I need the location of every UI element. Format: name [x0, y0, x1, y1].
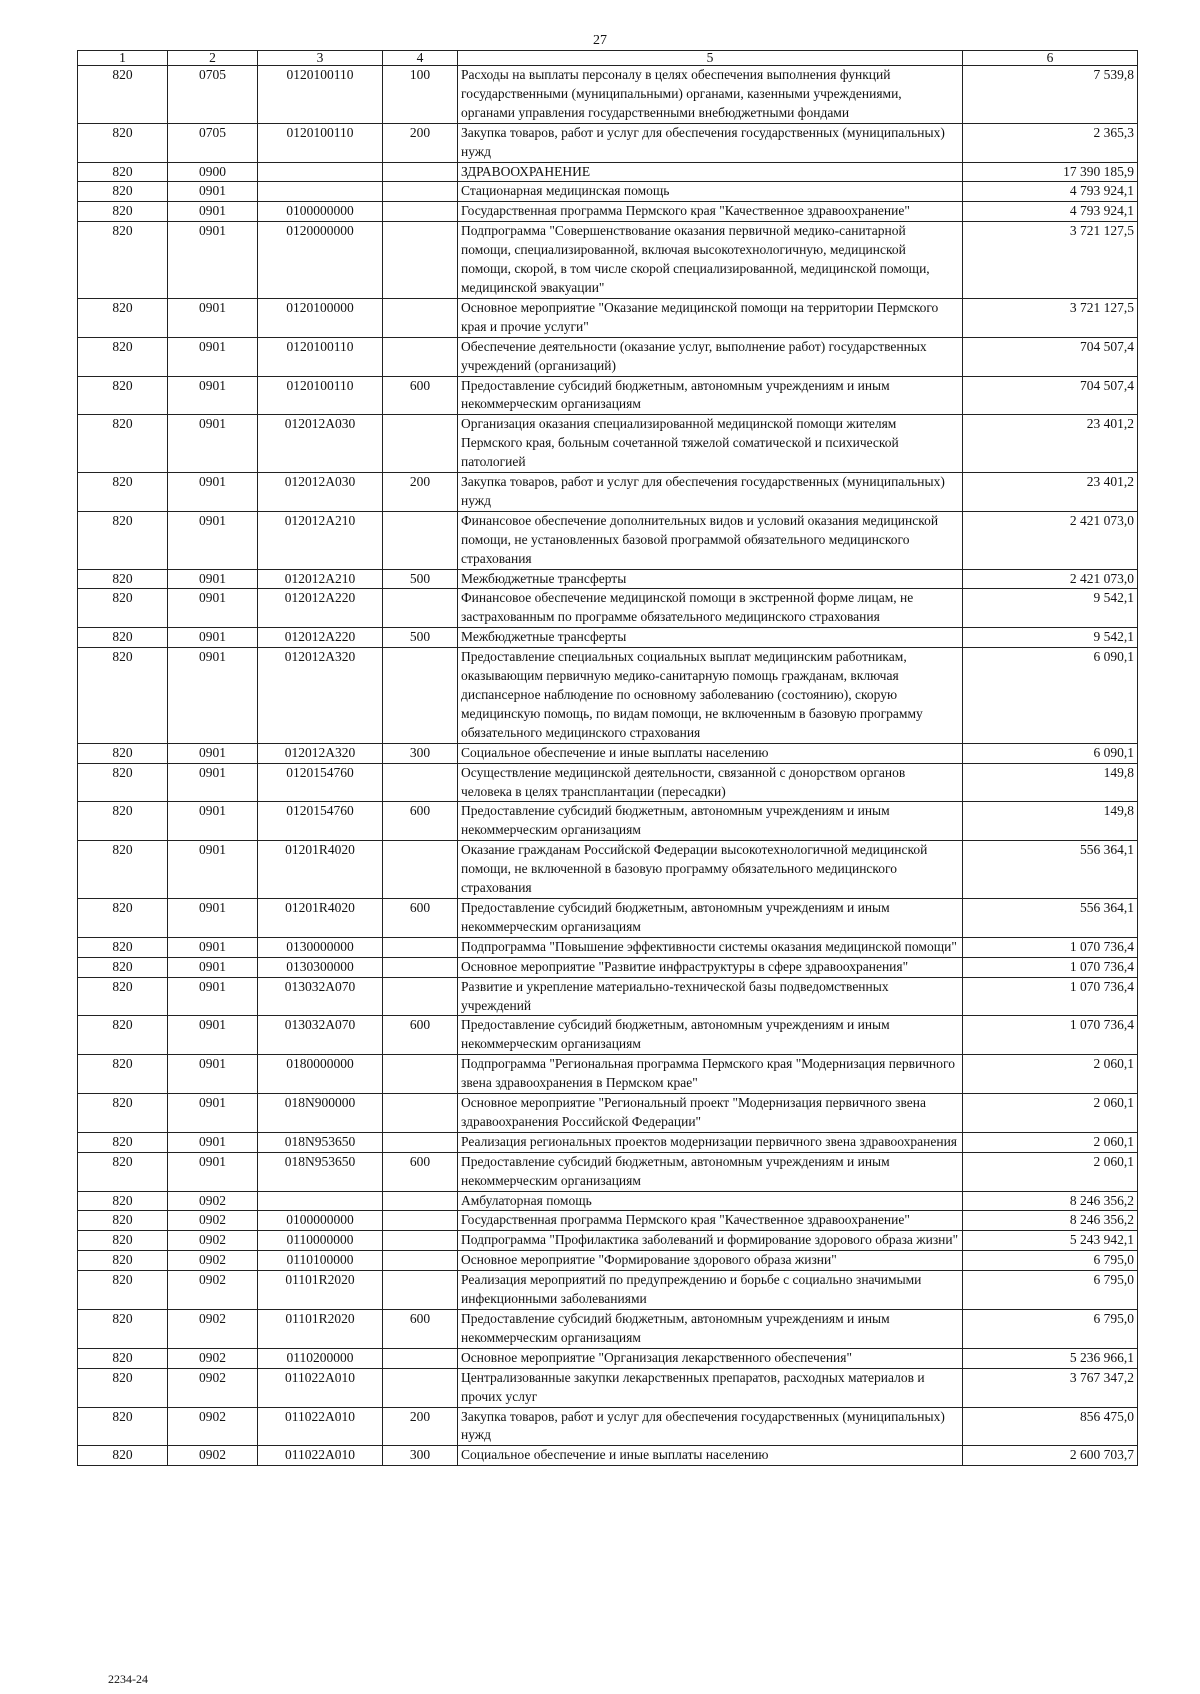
section-code-cell: 0902 [168, 1271, 258, 1310]
amount-cell: 3 721 127,5 [963, 222, 1138, 299]
table-row [78, 977, 1138, 1016]
description-cell: Основное мероприятие "Оказание медицинской помощи на территории Пермского края и прочие услуги" [458, 298, 963, 337]
target-article-cell: 018N953650 [258, 1132, 383, 1152]
expense-type-cell [383, 648, 458, 744]
section-code-cell: 0901 [168, 977, 258, 1016]
description-cell: Реализация мероприятий по предупреждению и борьбе с социально значимыми инфекционными заболеваниями [458, 1271, 963, 1310]
document-code: 2234-24 [108, 1672, 148, 1686]
section-code-cell: 0901 [168, 937, 258, 957]
target-article-cell: 0120000000 [258, 222, 383, 299]
amount-cell: 3 767 347,2 [963, 1368, 1138, 1407]
expense-type-cell [383, 1271, 458, 1310]
table-row [78, 1055, 1138, 1094]
table-row [78, 898, 1138, 937]
ministry-code-cell: 820 [78, 628, 168, 648]
table-row [78, 337, 1138, 376]
ministry-code-cell: 820 [78, 1016, 168, 1055]
table-row [78, 1191, 1138, 1211]
table-row [78, 569, 1138, 589]
section-code-cell: 0902 [168, 1348, 258, 1368]
section-code-cell: 0901 [168, 841, 258, 899]
table-row [78, 511, 1138, 569]
target-article-cell: 012012А320 [258, 648, 383, 744]
ministry-code-cell: 820 [78, 648, 168, 744]
section-code-cell: 0901 [168, 415, 258, 473]
amount-cell: 704 507,4 [963, 337, 1138, 376]
amount-cell: 556 364,1 [963, 898, 1138, 937]
expense-type-cell: 600 [383, 376, 458, 415]
expense-type-cell [383, 202, 458, 222]
section-code-cell: 0901 [168, 473, 258, 512]
amount-cell: 2 060,1 [963, 1152, 1138, 1191]
amount-cell: 23 401,2 [963, 473, 1138, 512]
section-code-cell: 0901 [168, 569, 258, 589]
section-code-cell: 0901 [168, 648, 258, 744]
table-row [78, 298, 1138, 337]
table-row [78, 1348, 1138, 1368]
target-article-cell: 0130000000 [258, 937, 383, 957]
target-article-cell: 0120154760 [258, 802, 383, 841]
expense-type-cell [383, 1094, 458, 1133]
description-cell: Осуществление медицинской деятельности, связанной с донорством органов человека в целях трансплантации (пересадки) [458, 763, 963, 802]
section-code-cell: 0901 [168, 511, 258, 569]
expense-type-cell: 300 [383, 743, 458, 763]
section-code-cell: 0705 [168, 66, 258, 124]
table-row [78, 66, 1138, 124]
table-header-row [78, 51, 1138, 66]
section-code-cell: 0902 [168, 1191, 258, 1211]
column-header: 2 [168, 51, 258, 66]
ministry-code-cell: 820 [78, 1251, 168, 1271]
expense-type-cell: 500 [383, 569, 458, 589]
amount-cell: 9 542,1 [963, 589, 1138, 628]
expense-type-cell: 600 [383, 802, 458, 841]
ministry-code-cell: 820 [78, 202, 168, 222]
description-cell: Финансовое обеспечение медицинской помощи в экстренной форме лицам, не застрахованным по программе обязательного медицинского страхования [458, 589, 963, 628]
section-code-cell: 0901 [168, 1055, 258, 1094]
expense-type-cell [383, 589, 458, 628]
expense-type-cell [383, 1191, 458, 1211]
ministry-code-cell: 820 [78, 222, 168, 299]
target-article-cell [258, 162, 383, 182]
target-article-cell: 01101R2020 [258, 1271, 383, 1310]
amount-cell: 1 070 736,4 [963, 937, 1138, 957]
amount-cell: 149,8 [963, 763, 1138, 802]
amount-cell: 6 795,0 [963, 1310, 1138, 1349]
section-code-cell: 0901 [168, 628, 258, 648]
description-cell: Предоставление специальных социальных выплат медицинским работникам, оказывающим первичную медико-санитарную помощь гражданам, включая диспансерное наблюдение по основному заболеванию (состоянию), скорую медицинскую помощь, по видам помощи, не включенным в базовую программу обязательного медицинского страхования [458, 648, 963, 744]
description-cell: Централизованные закупки лекарственных препаратов, расходных материалов и прочих услуг [458, 1368, 963, 1407]
table-row [78, 957, 1138, 977]
amount-cell: 9 542,1 [963, 628, 1138, 648]
section-code-cell: 0901 [168, 957, 258, 977]
ministry-code-cell: 820 [78, 937, 168, 957]
table-row [78, 937, 1138, 957]
ministry-code-cell: 820 [78, 66, 168, 124]
description-cell: Межбюджетные трансферты [458, 628, 963, 648]
amount-cell: 5 236 966,1 [963, 1348, 1138, 1368]
section-code-cell: 0902 [168, 1446, 258, 1466]
target-article-cell: 0100000000 [258, 1211, 383, 1231]
expense-type-cell: 600 [383, 898, 458, 937]
ministry-code-cell: 820 [78, 376, 168, 415]
amount-cell: 149,8 [963, 802, 1138, 841]
column-header: 3 [258, 51, 383, 66]
target-article-cell: 012012А220 [258, 628, 383, 648]
section-code-cell: 0902 [168, 1407, 258, 1446]
description-cell: Закупка товаров, работ и услуг для обеспечения государственных (муниципальных) нужд [458, 473, 963, 512]
target-article-cell: 0120100110 [258, 376, 383, 415]
expense-type-cell: 200 [383, 123, 458, 162]
description-cell: Государственная программа Пермского края "Качественное здравоохранение" [458, 202, 963, 222]
ministry-code-cell: 820 [78, 1446, 168, 1466]
target-article-cell: 012012А210 [258, 569, 383, 589]
expense-type-cell [383, 511, 458, 569]
ministry-code-cell: 820 [78, 162, 168, 182]
target-article-cell: 012012А320 [258, 743, 383, 763]
description-cell: Развитие и укрепление материально-технической базы подведомственных учреждений [458, 977, 963, 1016]
ministry-code-cell: 820 [78, 1132, 168, 1152]
ministry-code-cell: 820 [78, 1152, 168, 1191]
ministry-code-cell: 820 [78, 1191, 168, 1211]
target-article-cell: 018N900000 [258, 1094, 383, 1133]
description-cell: ЗДРАВООХРАНЕНИЕ [458, 162, 963, 182]
table-row [78, 743, 1138, 763]
description-cell: Обеспечение деятельности (оказание услуг, выполнение работ) государственных учреждений (организаций) [458, 337, 963, 376]
ministry-code-cell: 820 [78, 182, 168, 202]
description-cell: Подпрограмма "Совершенствование оказания первичной медико-санитарной помощи, специализированной, включая высокотехнологичную, медицинской помощи, скорой, в том числе скорой специализированной, медицинской помощи, медицинской эвакуации" [458, 222, 963, 299]
table-row [78, 1407, 1138, 1446]
ministry-code-cell: 820 [78, 957, 168, 977]
ministry-code-cell: 820 [78, 473, 168, 512]
section-code-cell: 0901 [168, 182, 258, 202]
expense-type-cell: 200 [383, 473, 458, 512]
amount-cell: 6 090,1 [963, 743, 1138, 763]
ministry-code-cell: 820 [78, 1407, 168, 1446]
section-code-cell: 0901 [168, 337, 258, 376]
expense-type-cell [383, 1211, 458, 1231]
description-cell: Амбулаторная помощь [458, 1191, 963, 1211]
ministry-code-cell: 820 [78, 589, 168, 628]
description-cell: Подпрограмма "Профилактика заболеваний и формирование здорового образа жизни" [458, 1231, 963, 1251]
section-code-cell: 0901 [168, 1152, 258, 1191]
description-cell: Предоставление субсидий бюджетным, автономным учреждениям и иным некоммерческим организациям [458, 898, 963, 937]
column-header: 6 [963, 51, 1138, 66]
table-row [78, 222, 1138, 299]
section-code-cell: 0902 [168, 1310, 258, 1349]
description-cell: Подпрограмма "Повышение эффективности системы оказания медицинской помощи" [458, 937, 963, 957]
table-row [78, 1271, 1138, 1310]
ministry-code-cell: 820 [78, 1271, 168, 1310]
section-code-cell: 0901 [168, 1132, 258, 1152]
amount-cell: 2 421 073,0 [963, 569, 1138, 589]
expense-type-cell [383, 763, 458, 802]
amount-cell: 8 246 356,2 [963, 1211, 1138, 1231]
amount-cell: 2 421 073,0 [963, 511, 1138, 569]
table-row [78, 1231, 1138, 1251]
table-row [78, 182, 1138, 202]
amount-cell: 4 793 924,1 [963, 202, 1138, 222]
ministry-code-cell: 820 [78, 415, 168, 473]
table-row [78, 202, 1138, 222]
table-body [78, 66, 1138, 1466]
amount-cell: 2 060,1 [963, 1055, 1138, 1094]
expense-type-cell [383, 1348, 458, 1368]
ministry-code-cell: 820 [78, 743, 168, 763]
ministry-code-cell: 820 [78, 1055, 168, 1094]
target-article-cell: 011022А010 [258, 1368, 383, 1407]
target-article-cell: 0100000000 [258, 202, 383, 222]
description-cell: Расходы на выплаты персоналу в целях обеспечения выполнения функций государственными (муниципальными) органами, казенными учреждениями, органами управления государственными внебюджетными фондами [458, 66, 963, 124]
amount-cell: 7 539,8 [963, 66, 1138, 124]
expense-type-cell [383, 1368, 458, 1407]
table-row [78, 376, 1138, 415]
target-article-cell: 011022А010 [258, 1407, 383, 1446]
table-row [78, 162, 1138, 182]
description-cell: Предоставление субсидий бюджетным, автономным учреждениям и иным некоммерческим организациям [458, 1152, 963, 1191]
description-cell: Социальное обеспечение и иные выплаты населению [458, 743, 963, 763]
expense-type-cell [383, 222, 458, 299]
table-row [78, 648, 1138, 744]
ministry-code-cell: 820 [78, 763, 168, 802]
amount-cell: 1 070 736,4 [963, 977, 1138, 1016]
target-article-cell: 012012А030 [258, 473, 383, 512]
expense-type-cell: 600 [383, 1016, 458, 1055]
column-header: 5 [458, 51, 963, 66]
section-code-cell: 0901 [168, 763, 258, 802]
table-row [78, 841, 1138, 899]
target-article-cell: 012012А210 [258, 511, 383, 569]
expense-type-cell: 100 [383, 66, 458, 124]
amount-cell: 6 795,0 [963, 1251, 1138, 1271]
amount-cell: 6 795,0 [963, 1271, 1138, 1310]
description-cell: Государственная программа Пермского края "Качественное здравоохранение" [458, 1211, 963, 1231]
amount-cell: 556 364,1 [963, 841, 1138, 899]
description-cell: Организация оказания специализированной медицинской помощи жителям Пермского края, больным сочетанной тяжелой соматической и психической патологией [458, 415, 963, 473]
section-code-cell: 0901 [168, 222, 258, 299]
amount-cell: 2 600 703,7 [963, 1446, 1138, 1466]
section-code-cell: 0901 [168, 298, 258, 337]
target-article-cell: 013032А070 [258, 977, 383, 1016]
budget-table [77, 50, 1138, 1466]
ministry-code-cell: 820 [78, 123, 168, 162]
description-cell: Подпрограмма "Региональная программа Пермского края "Модернизация первичного звена здравоохранения в Пермском крае" [458, 1055, 963, 1094]
expense-type-cell: 600 [383, 1152, 458, 1191]
table-row [78, 1016, 1138, 1055]
target-article-cell: 0120100110 [258, 337, 383, 376]
description-cell: Стационарная медицинская помощь [458, 182, 963, 202]
section-code-cell: 0901 [168, 898, 258, 937]
amount-cell: 1 070 736,4 [963, 957, 1138, 977]
section-code-cell: 0902 [168, 1231, 258, 1251]
table-row [78, 415, 1138, 473]
ministry-code-cell: 820 [78, 1348, 168, 1368]
table-row [78, 589, 1138, 628]
description-cell: Реализация региональных проектов модернизации первичного звена здравоохранения [458, 1132, 963, 1152]
description-cell: Оказание гражданам Российской Федерации высокотехнологичной медицинской помощи, не включенной в базовую программу обязательного медицинского страхования [458, 841, 963, 899]
target-article-cell: 0120100110 [258, 66, 383, 124]
expense-type-cell [383, 1231, 458, 1251]
table-row [78, 1368, 1138, 1407]
section-code-cell: 0901 [168, 589, 258, 628]
description-cell: Закупка товаров, работ и услуг для обеспечения государственных (муниципальных) нужд [458, 1407, 963, 1446]
target-article-cell: 01201R4020 [258, 898, 383, 937]
amount-cell: 6 090,1 [963, 648, 1138, 744]
amount-cell: 856 475,0 [963, 1407, 1138, 1446]
target-article-cell: 01101R2020 [258, 1310, 383, 1349]
expense-type-cell: 600 [383, 1310, 458, 1349]
table-row [78, 1132, 1138, 1152]
description-cell: Закупка товаров, работ и услуг для обеспечения государственных (муниципальных) нужд [458, 123, 963, 162]
expense-type-cell: 300 [383, 1446, 458, 1466]
target-article-cell: 0110200000 [258, 1348, 383, 1368]
amount-cell: 17 390 185,9 [963, 162, 1138, 182]
expense-type-cell [383, 1132, 458, 1152]
amount-cell: 4 793 924,1 [963, 182, 1138, 202]
expense-type-cell [383, 415, 458, 473]
target-article-cell: 012012А220 [258, 589, 383, 628]
table-row [78, 763, 1138, 802]
description-cell: Основное мероприятие "Организация лекарственного обеспечения" [458, 1348, 963, 1368]
target-article-cell [258, 182, 383, 202]
description-cell: Социальное обеспечение и иные выплаты населению [458, 1446, 963, 1466]
amount-cell: 2 060,1 [963, 1132, 1138, 1152]
target-article-cell: 0110100000 [258, 1251, 383, 1271]
amount-cell: 5 243 942,1 [963, 1231, 1138, 1251]
section-code-cell: 0705 [168, 123, 258, 162]
ministry-code-cell: 820 [78, 1094, 168, 1133]
target-article-cell: 0120100000 [258, 298, 383, 337]
section-code-cell: 0901 [168, 376, 258, 415]
ministry-code-cell: 820 [78, 337, 168, 376]
section-code-cell: 0902 [168, 1251, 258, 1271]
description-cell: Межбюджетные трансферты [458, 569, 963, 589]
ministry-code-cell: 820 [78, 569, 168, 589]
expense-type-cell [383, 337, 458, 376]
expense-type-cell [383, 162, 458, 182]
amount-cell: 1 070 736,4 [963, 1016, 1138, 1055]
section-code-cell: 0900 [168, 162, 258, 182]
expense-type-cell [383, 182, 458, 202]
target-article-cell: 0120100110 [258, 123, 383, 162]
section-code-cell: 0901 [168, 202, 258, 222]
table-row [78, 1251, 1138, 1271]
expense-type-cell [383, 957, 458, 977]
section-code-cell: 0901 [168, 743, 258, 763]
ministry-code-cell: 820 [78, 977, 168, 1016]
table-row [78, 1446, 1138, 1466]
target-article-cell: 011022А010 [258, 1446, 383, 1466]
description-cell: Предоставление субсидий бюджетным, автономным учреждениям и иным некоммерческим организациям [458, 1310, 963, 1349]
section-code-cell: 0901 [168, 1094, 258, 1133]
table-row [78, 802, 1138, 841]
target-article-cell: 013032А070 [258, 1016, 383, 1055]
ministry-code-cell: 820 [78, 802, 168, 841]
section-code-cell: 0901 [168, 802, 258, 841]
amount-cell: 2 365,3 [963, 123, 1138, 162]
description-cell: Предоставление субсидий бюджетным, автономным учреждениям и иным некоммерческим организациям [458, 1016, 963, 1055]
ministry-code-cell: 820 [78, 511, 168, 569]
expense-type-cell [383, 937, 458, 957]
target-article-cell: 0120154760 [258, 763, 383, 802]
target-article-cell: 018N953650 [258, 1152, 383, 1191]
description-cell: Основное мероприятие "Региональный проект "Модернизация первичного звена здравоохранения Российской Федерации" [458, 1094, 963, 1133]
table-row [78, 1094, 1138, 1133]
expense-type-cell [383, 298, 458, 337]
ministry-code-cell: 820 [78, 898, 168, 937]
table-row [78, 1152, 1138, 1191]
target-article-cell: 01201R4020 [258, 841, 383, 899]
ministry-code-cell: 820 [78, 1231, 168, 1251]
table-row [78, 1211, 1138, 1231]
ministry-code-cell: 820 [78, 841, 168, 899]
column-header: 4 [383, 51, 458, 66]
expense-type-cell [383, 1251, 458, 1271]
table-row [78, 628, 1138, 648]
section-code-cell: 0901 [168, 1016, 258, 1055]
expense-type-cell [383, 841, 458, 899]
target-article-cell: 0180000000 [258, 1055, 383, 1094]
ministry-code-cell: 820 [78, 298, 168, 337]
table-row [78, 1310, 1138, 1349]
description-cell: Основное мероприятие "Формирование здорового образа жизни" [458, 1251, 963, 1271]
amount-cell: 2 060,1 [963, 1094, 1138, 1133]
amount-cell: 23 401,2 [963, 415, 1138, 473]
target-article-cell: 0110000000 [258, 1231, 383, 1251]
ministry-code-cell: 820 [78, 1310, 168, 1349]
section-code-cell: 0902 [168, 1211, 258, 1231]
ministry-code-cell: 820 [78, 1368, 168, 1407]
amount-cell: 3 721 127,5 [963, 298, 1138, 337]
table-row [78, 123, 1138, 162]
target-article-cell: 0130300000 [258, 957, 383, 977]
expense-type-cell [383, 977, 458, 1016]
amount-cell: 704 507,4 [963, 376, 1138, 415]
page-number: 27 [593, 33, 607, 48]
target-article-cell: 012012А030 [258, 415, 383, 473]
column-header: 1 [78, 51, 168, 66]
description-cell: Предоставление субсидий бюджетным, автономным учреждениям и иным некоммерческим организациям [458, 376, 963, 415]
ministry-code-cell: 820 [78, 1211, 168, 1231]
description-cell: Основное мероприятие "Развитие инфраструктуры в сфере здравоохранения" [458, 957, 963, 977]
section-code-cell: 0902 [168, 1368, 258, 1407]
expense-type-cell [383, 1055, 458, 1094]
table-row [78, 473, 1138, 512]
expense-type-cell: 200 [383, 1407, 458, 1446]
expense-type-cell: 500 [383, 628, 458, 648]
description-cell: Предоставление субсидий бюджетным, автономным учреждениям и иным некоммерческим организациям [458, 802, 963, 841]
description-cell: Финансовое обеспечение дополнительных видов и условий оказания медицинской помощи, не установленных базовой программой обязательного медицинского страхования [458, 511, 963, 569]
target-article-cell [258, 1191, 383, 1211]
amount-cell: 8 246 356,2 [963, 1191, 1138, 1211]
